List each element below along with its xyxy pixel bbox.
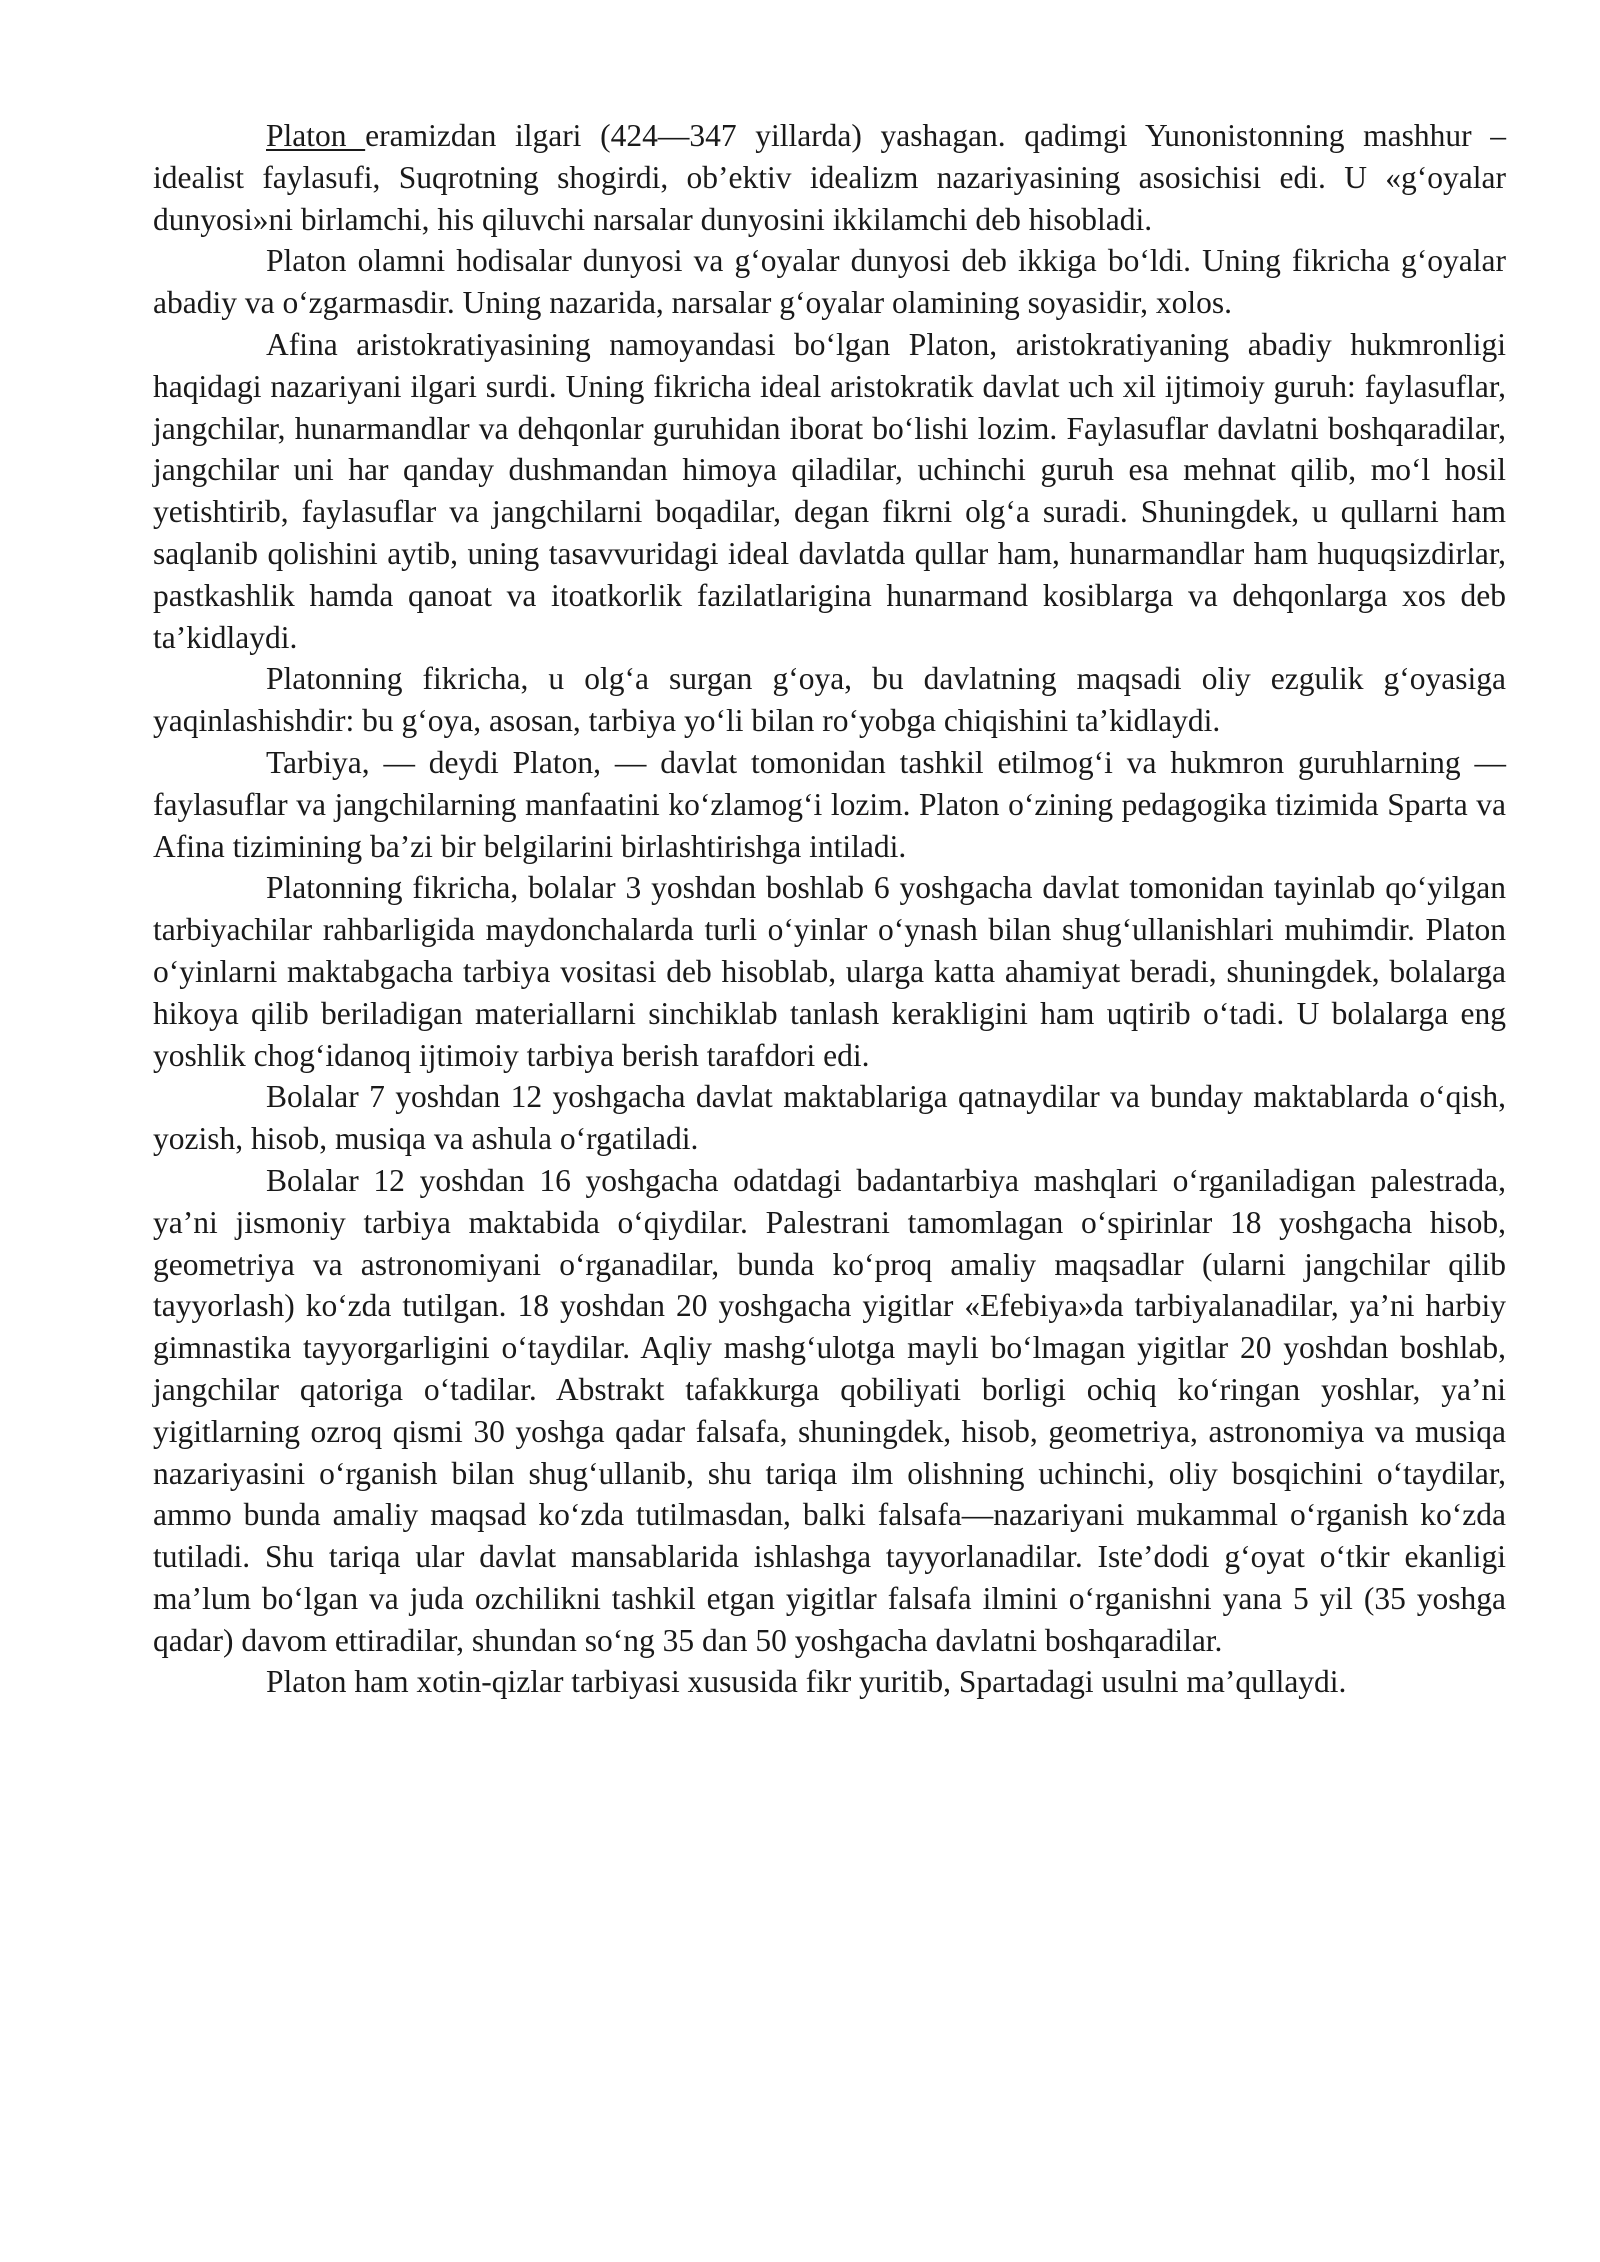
paragraph: Afina aristokratiyasining namoyandasi bo‘lgan Platon, aristokratiyaning abadiy hukmronligi haqidagi nazariyani ilgari surdi. Uning fikricha ideal aristokratik davlat uch xil ijtimoiy guruh: faylasuflar, jangchilar, hunarmandlar va dehqonlar guruhidan iborat bo‘lishi lozim. Faylasuflar davlatni boshqaradilar, jangchilar uni har qanday dushmandan himoya qiladilar, uchinchi guruh esa mehnat qilib, mo‘l hosil yetishtirib, faylasuflar va jangchilarni boqadilar, degan fikrni olg‘a suradi. Shuningdek, u qullarni ham saqlanib qolishini aytib, uning tasavvuridagi ideal davlatda qullar ham, hunarmandlar ham huquqsizdirlar, pastkashlik hamda qanoat va itoatkorlik fazilatlarigina hunarmand kosiblarga va dehqonlarga xos deb ta’kidlaydi. [153,326,1506,655]
paragraph: Bolalar 7 yoshdan 12 yoshgacha davlat maktablariga qatnaydilar va bunday maktablarda o‘qish, yozish, hisob, musiqa va ashula o‘rgatiladi. [153,1079,1506,1157]
platon-link[interactable]: Platon [266,118,366,153]
document-body [153,115,1506,1703]
paragraph: Platon ham xotin-qizlar tarbiyasi xususida fikr yuritib, Spartadagi usulni ma’qullaydi. [266,1664,1347,1700]
paragraph: Bolalar 12 yoshdan 16 yoshgacha odatdagi badantarbiya mashqlari o‘rganiladigan palestrada, ya’ni jismoniy tarbiya maktabida o‘qiydilar. Palestrani tamomlagan o‘spirinlar 18 yoshgacha hisob, geometriya va astronomiyani o‘rganadilar, bunda ko‘proq amaliy maqsadlar (ularni jangchilar qilib tayyorlash) ko‘zda tutilgan. 18 yoshdan 20 yoshgacha yigitlar «Efebiya»da tarbiyalanadilar, ya’ni harbiy gimnastika tayyorgarligini o‘taydilar. Aqliy mashg‘ulotga mayli bo‘lmagan yigitlar 20 yoshdan boshlab, jangchilar qatoriga o‘tadilar. Abstrakt tafakkurga qobiliyati borligi ochiq ko‘ringan yoshlar, ya’ni yigitlarning ozroq qismi 30 yoshga qadar falsafa, shuningdek, hisob, geometriya, astronomiya va musiqa nazariyasini o‘rganish bilan shug‘ullanib, shu tariqa ilm olishning uchinchi, oliy bosqichini o‘taydilar, ammo bunda amaliy maqsad ko‘zda tutilmasdan, balki falsafa—nazariyani mukammal o‘rganish ko‘zda tutiladi. Shu tariqa ular davlat mansablarida ishlashga tayyorlanadilar. Iste’dodi g‘oyat o‘tkir ekanligi ma’lum bo‘lgan va juda ozchilikni tashkil etgan yigitlar falsafa ilmini o‘rganishni yana 5 yil (35 yoshga qadar) davom ettiradilar, shundan so‘ng 35 dan 50 yoshgacha davlatni boshqaradilar. [153,1162,1506,1658]
paragraph: Tarbiya, — deydi Platon, — davlat tomonidan tashkil etilmog‘i va hukmron guruhlarning — faylasuflar va jangchilarning manfaatini ko‘zlamog‘i lozim. Platon o‘zining pedagogika tizimida Sparta va Afina tizimining ba’zi bir belgilarini birlashtirishga intiladi. [153,744,1506,864]
paragraph-intro [153,115,1506,240]
paragraph: Platonning fikricha, u olg‘a surgan g‘oya, bu davlatning maqsadi oliy ezgulik g‘oyasiga yaqinlashishdir: bu g‘oya, asosan, tarbiya yo‘li bilan ro‘yobga chiqishini ta’kidlaydi. [153,661,1506,739]
paragraph: Platonning fikricha, bolalar 3 yoshdan boshlab 6 yoshgacha davlat tomonidan tayinlab qo‘yilgan tarbiyachilar rahbarligida maydonchalarda turli o‘yinlar o‘ynash bilan shug‘ullanishlari muhimdir. Platon o‘yinlarni maktabgacha tarbiya vositasi deb hisoblab, ularga katta ahamiyat beradi, shuningdek, bolalarga hikoya qilib beriladigan materiallarni sinchiklab tanlash kerakligini ham uqtirib o‘tadi. U bolalarga eng yoshlik chog‘idanoq ijtimoiy tarbiya berish tarafdori edi. [153,870,1506,1073]
paragraph: Platon olamni hodisalar dunyosi va g‘oyalar dunyosi deb ikkiga bo‘ldi. Uning fikricha g‘oyalar abadiy va o‘zgarmasdir. Uning nazarida, narsalar g‘oyalar olamining soyasidir, xolos. [153,243,1506,321]
paragraph-intro-text: eramizdan ilgari (424—347 yillarda) yashagan. qadimgi Yunonistonning mashhur – idealist faylasufi, Suqrotning shogirdi, ob’ektiv idealizm nazariyasining asosichisi edi. U «g‘oyalar dunyosi»ni birlamchi, his qiluvchi narsalar dunyosini ikkilamchi deb hisobladi. [153,118,1506,237]
